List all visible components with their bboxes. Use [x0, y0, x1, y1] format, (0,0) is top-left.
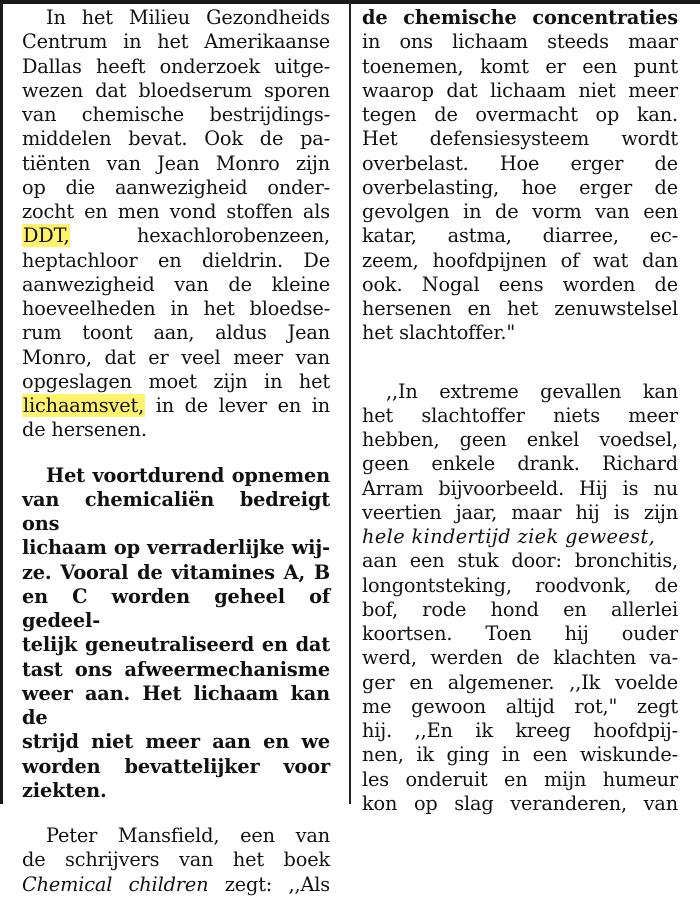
text-line: zocht en men vond stoffen als	[22, 200, 330, 223]
text-line: zeem, hoofdpijnen of wat dan	[362, 248, 678, 272]
text-line: middelen bevat. Ook de pa-	[22, 127, 330, 151]
text-line: waarop dat lichaam niet meer	[362, 78, 678, 102]
paragraph-bold-lead	[22, 464, 330, 804]
text-line: aanwezigheid van de kleine	[22, 272, 330, 296]
right-column	[362, 6, 678, 815]
text-line: de hersenen.	[22, 418, 147, 442]
text-line: overbelasting, hoe erger de	[362, 175, 678, 199]
text-fragment: hexachlorobenzeen,	[136, 224, 330, 248]
column-divider	[349, 0, 351, 804]
text-line: heptachloor en dieldrin. De	[22, 248, 330, 272]
text-line: hij. ,,En ik kreeg hoofdpij-	[362, 719, 678, 742]
text-line: Het voortdurend opnemen	[46, 463, 330, 487]
text-line: hersenen en het zenuwstelsel	[362, 297, 678, 320]
text-line: Het defensiesysteem wordt	[362, 127, 678, 151]
text-line: longontsteking, roodvonk, de	[362, 573, 678, 597]
text-line: weer aan. Het lichaam kan de	[22, 681, 330, 729]
text-line: geen enkele drank. Richard	[362, 452, 678, 476]
text-line: van chemische bestrijdings-	[22, 103, 330, 126]
text-line	[22, 873, 330, 897]
text-line: strijd niet meer aan en we	[22, 730, 330, 754]
text-line: ger en algemener. ,,Ik voelde	[362, 670, 678, 694]
text-fragment: zegt: ,,Als	[224, 872, 330, 896]
text-line: ze. Vooral de vitamines A, B	[22, 560, 330, 584]
text-line: katar, astma, diarree, ec-	[362, 224, 678, 248]
highlight-lichaamsvet: lichaamsvet,	[23, 394, 145, 417]
text-line: les onderuit en mijn humeur	[362, 767, 678, 791]
text-line: lichaam op verraderlijke wij-	[22, 536, 330, 560]
text-line: in ons lichaam steeds maar	[362, 30, 678, 54]
text-line: ziekten.	[22, 778, 107, 802]
text-line	[22, 224, 330, 248]
text-line: rum toont aan, aldus Jean	[22, 321, 330, 345]
text-line-script: hele kindertijd ziek geweest,	[362, 525, 656, 548]
text-line: In het Milieu Gezondheids	[46, 6, 330, 29]
text-line: veertien jaar, maar hij is zijn	[362, 500, 678, 524]
text-line: hoeveelheden in het bloedse-	[22, 297, 330, 320]
text-line: Arram bijvoorbeeld. Hij is nu	[362, 476, 678, 500]
text-line: en C worden geheel of gedeel-	[22, 584, 330, 632]
text-line: Centrum in het Amerikaanse	[22, 30, 330, 54]
text-line: ,,In extreme gevallen kan	[386, 379, 678, 403]
text-line: tegen de overmacht op kan.	[362, 103, 678, 126]
text-fragment: in de lever en in	[155, 394, 330, 417]
text-line: ook. Nogal eens worden de	[362, 272, 678, 296]
text-line: van chemicaliën bedreigt ons	[22, 487, 330, 535]
text-line: het slachtoffer."	[362, 321, 516, 345]
paragraph-richard-arram	[362, 380, 678, 817]
text-line: opgeslagen moet zijn in het	[22, 369, 330, 393]
book-title: Chemical children	[22, 872, 209, 896]
text-line: toenemen, komt er een punt	[362, 54, 678, 78]
text-line: het slachtoffer niets meer	[362, 403, 678, 427]
left-column	[22, 6, 330, 896]
paragraph-quote-continued	[362, 6, 678, 346]
text-line: overbelast. Hoe erger de	[362, 151, 678, 175]
text-line: Peter Mansfield, een van	[46, 824, 330, 847]
highlight-ddt: DDT,	[23, 224, 70, 248]
text-line: wezen dat bloedserum sporen	[22, 78, 330, 102]
text-line: kon op slag veranderen, van	[362, 791, 678, 815]
text-line: bof, rode hond en allerlei	[362, 597, 678, 621]
text-line: werd, werden de klachten va-	[362, 646, 678, 670]
text-line: tast ons afweermechanisme	[22, 657, 330, 681]
text-line: Dallas heeft onderzoek uitge-	[22, 54, 330, 78]
text-line: telijk geneutraliseerd en dat	[22, 633, 330, 657]
text-line: op die aanwezigheid onder-	[22, 175, 330, 199]
text-line: hebben, geen enkel voedsel,	[362, 428, 678, 451]
text-line: me gewoon altijd rot," zegt	[362, 694, 678, 718]
text-line: de schrijvers van het boek	[22, 848, 330, 872]
paragraph-intro	[22, 6, 330, 443]
left-border	[0, 0, 3, 804]
text-line: koortsen. Toen hij ouder	[362, 622, 678, 645]
text-line: nen, ik ging in een wiskunde-	[362, 743, 678, 767]
text-line: aan een stuk door: bronchitis,	[362, 549, 678, 573]
text-line: tiënten van Jean Monro zijn	[22, 151, 330, 175]
text-line: gevolgen in de vorm van een	[362, 200, 678, 223]
text-line	[22, 394, 330, 418]
text-line: Monro, dat er veel meer van	[22, 345, 330, 369]
paragraph-mansfield	[22, 824, 330, 897]
text-line: worden bevattelijker voor	[22, 754, 330, 778]
text-line: de chemische concentraties	[362, 6, 678, 29]
